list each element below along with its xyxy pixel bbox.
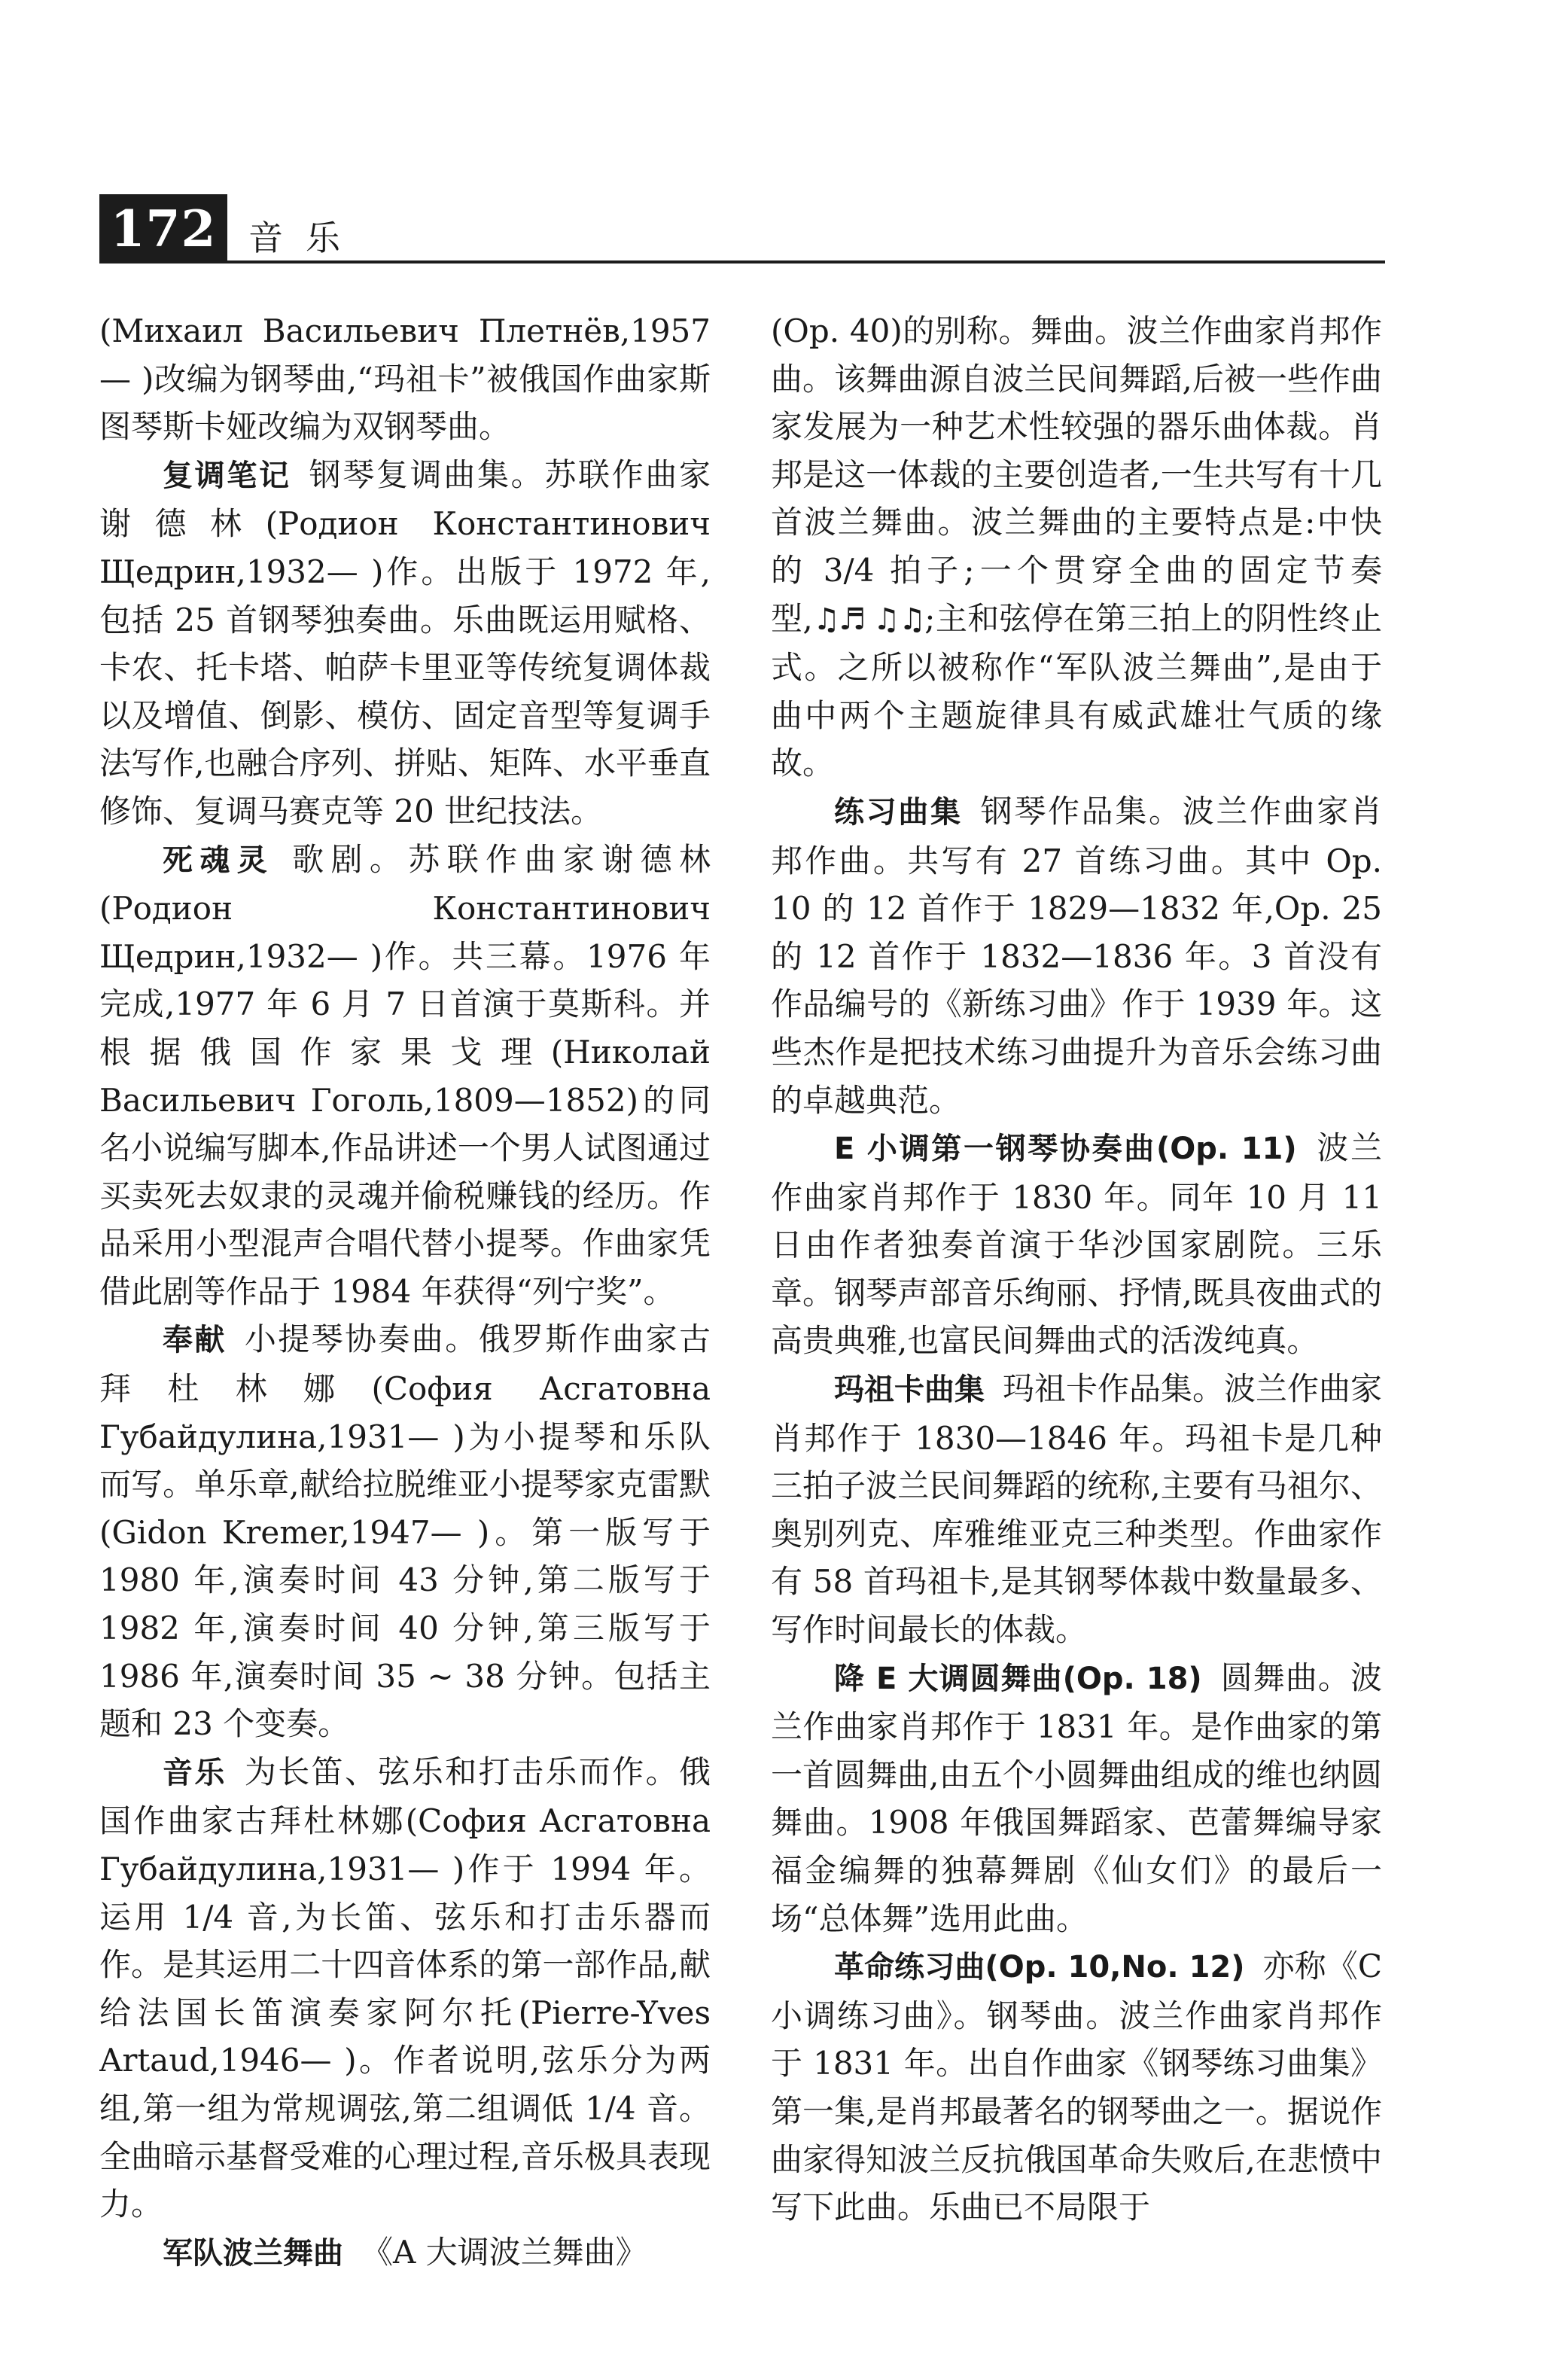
entry-term: 死魂灵 (163, 842, 275, 878)
section-title: 音乐 (248, 218, 363, 258)
entry-term: 玛祖卡曲集 (834, 1372, 985, 1408)
entry-term: 军队波兰舞曲 (163, 2235, 343, 2271)
entry-text: 玛祖卡作品集。波兰作曲家肖邦作于 1830—1846 年。玛祖卡是几种三拍子波兰民间舞蹈的统称,主要有马祖尔、奥别列克、库雅维亚克三种类型。作曲家作有 58 首玛祖卡,是其钢琴体裁中数量最多、写作时间最长的体裁。 (771, 1370, 1382, 1649)
entry-text: 为长笛、弦乐和打击乐而作。俄国作曲家古拜杜林娜(София Асгатовна Губайдулина,1931— )作于 1994 年。运用 1/4 音,为长笛、弦乐和打击乐器而作。是其运用二十四音体系的第一部作品,献给法国长笛演奏家阿尔托(Pierre-Yves Artaud,1946— )。作者说明,弦乐分为两组,第一组为常规调弦,第二组调低 1/4 音。全曲暗示基督受难的心理过程,音乐极具表现力。 (99, 1753, 711, 2223)
entry-term: 音乐 (163, 1755, 227, 1790)
entry-term: E 小调第一钢琴协奏曲(Op. 11) (834, 1132, 1297, 1167)
entry-text: 小提琴协奏曲。俄罗斯作曲家古拜杜林娜(София Асгатовна Губайдулина,1931— )为小提琴和乐队而写。单乐章,献给拉脱维亚小提琴家克雷默(Gidon Kremer,1947— )。第一版写于 1980 年,演奏时间 43 分钟,第二版写于 1982 年,演奏时间 40 分钟,第三版写于 1986 年,演奏时间 35 ~ 38 分钟。包括主题和 23 个变奏。 (99, 1321, 711, 1743)
entry-jundui-bolan-wuqu (99, 2228, 711, 2278)
entry-yinyue (99, 1748, 711, 2228)
rhythm-notation-icon: ♫♬ ♫♫ (812, 602, 925, 637)
entry-text: 歌剧。苏联作曲家谢德林(Родион Константинович Щедрин,1932— )作。共三幕。1976 年完成,1977 年 6 月 7 日首演于莫斯科。并根据俄国作家果戈理(Николай Васильевич Гоголь,1809—1852)的同名小说编写脚本,作品讲述一个男人试图通过买卖死去奴隶的灵魂并偷税赚钱的经历。作品采用小型混声合唱代替小提琴。作曲家凭借此剧等作品于 1984 年获得“列宁奖”。 (99, 840, 711, 1310)
entry-term: 奉献 (163, 1323, 227, 1358)
continuation-before-rhythm: (Op. 40)的别称。舞曲。波兰作曲家肖邦作曲。该舞曲源自波兰民间舞蹈,后被一些作曲家发展为一种艺术性较强的器乐曲体裁。肖邦是这一体裁的主要创造者,一生共写有十几首波兰舞曲。波兰舞曲的主要特点是:中快的 3/4 拍子;一个贯穿全曲的固定节奏型, (771, 312, 1382, 637)
entry-term: 降 E 大调圆舞曲(Op. 18) (834, 1661, 1202, 1696)
entry-text: 圆舞曲。波兰作曲家肖邦作于 1831 年。是作曲家的第一首圆舞曲,由五个小圆舞曲组成的维也纳圆舞曲。1908 年俄国舞蹈家、芭蕾舞编导家福金编舞的独幕舞剧《仙女们》的最后一场“总体舞”选用此曲。 (771, 1659, 1382, 1937)
entry-text: 《A 大调波兰舞曲》 (361, 2233, 647, 2271)
header-rule (227, 260, 1385, 264)
entry-mazuka-quji (771, 1365, 1382, 1654)
continuation-text (771, 307, 1382, 787)
continuation-after-rhythm: ;主和弦停在第三拍上的阴性终止式。之所以被称作“军队波兰舞曲”,是由于曲中两个主题旋律具有威武雄壮气质的缘故。 (771, 599, 1382, 782)
entry-text: 钢琴作品集。波兰作曲家肖邦作曲。共写有 27 首练习曲。其中 Op. 10 的 12 首作于 1829—1832 年,Op. 25 的 12 首作于 1832—1836 年。3 首没有作品编号的《新练习曲》作于 1939 年。这些杰作是把技术练习曲提升为音乐会练习曲的卓越典范。 (771, 792, 1382, 1119)
page-header (99, 194, 1385, 264)
right-column (771, 307, 1382, 2340)
entry-term: 革命练习曲(Op. 10,No. 12) (834, 1950, 1245, 1985)
entry-fengxian (99, 1315, 711, 1747)
continuation-text: (Михаил Васильевич Плетнёв,1957— )改编为钢琴曲,“玛祖卡”被俄国作曲家斯图琴斯卡娅改编为双钢琴曲。 (99, 312, 711, 446)
entry-e-minor-concerto (771, 1124, 1382, 1365)
entry-fudiao-biji (99, 451, 711, 836)
page-number: 172 (99, 194, 227, 264)
entry-term: 练习曲集 (834, 794, 963, 830)
entry-revolutionary-etude (771, 1942, 1382, 2231)
left-column (99, 307, 711, 2340)
entry-term: 复调笔记 (163, 458, 291, 493)
entry-text: 亦称《C 小调练习曲》。钢琴曲。波兰作曲家肖邦作于 1831 年。出自作曲家《钢琴练习曲集》第一集,是肖邦最著名的钢琴曲之一。据说作曲家得知波兰反抗俄国革命失败后,在悲愤中写下此曲。乐曲已不局限于 (771, 1948, 1382, 2226)
entry-e-flat-waltz (771, 1654, 1382, 1943)
entry-lianxiqu-ji (771, 787, 1382, 1124)
entry-text: 钢琴复调曲集。苏联作曲家谢德林(Родион Константинович Щедрин,1932— )作。出版于 1972 年,包括 25 首钢琴独奏曲。乐曲既运用赋格、卡农、托卡塔、帕萨卡里亚等传统复调体裁以及增值、倒影、模仿、固定音型等复调手法写作,也融合序列、拼贴、矩阵、水平垂直修饰、复调马赛克等 20 世纪技法。 (99, 455, 711, 830)
entry-text: 波兰作曲家肖邦作于 1830 年。同年 10 月 11 日由作者独奏首演于华沙国家剧院。三乐章。钢琴声部音乐绚丽、抒情,既具夜曲式的高贵典雅,也富民间舞曲式的活泼纯真。 (771, 1129, 1382, 1360)
entry-sihunling (99, 836, 711, 1316)
